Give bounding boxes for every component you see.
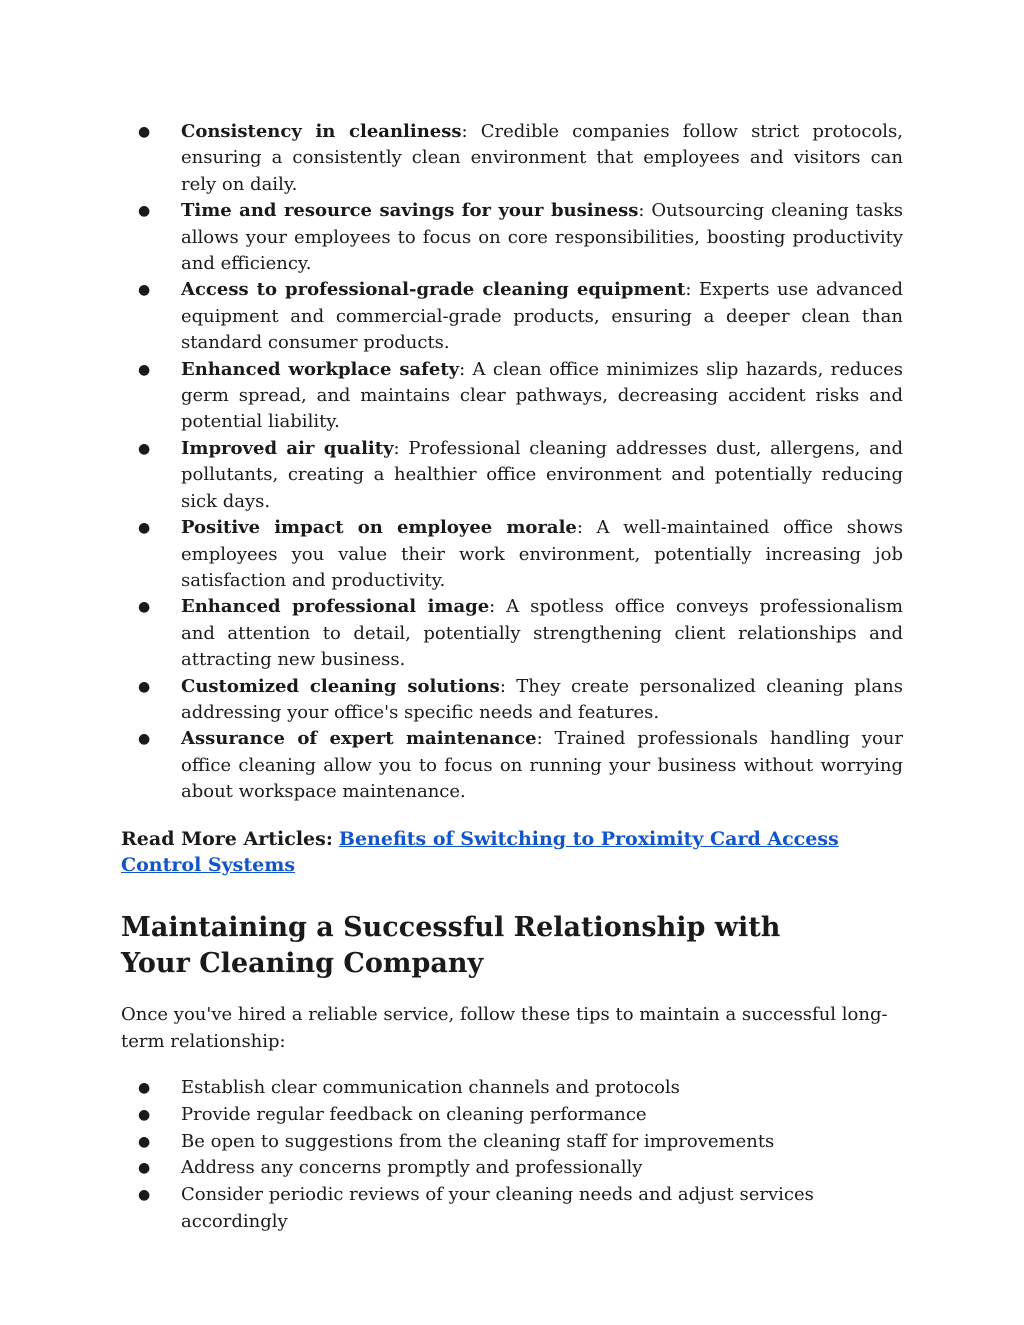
benefit-term: Enhanced workplace safety [181, 358, 460, 380]
list-item [121, 726, 903, 805]
tip-text: Address any concerns promptly and professionally [181, 1157, 643, 1179]
benefit-description: : Credible companies follow strict protocols, ensuring a consistently clean environment that employees and visitors can rely on daily. [181, 121, 903, 195]
bullet-icon: ● [138, 203, 151, 220]
benefit-term: Enhanced professional image [181, 596, 490, 618]
benefits-list [121, 119, 903, 806]
bullet-icon: ● [138, 440, 151, 457]
list-item [121, 198, 903, 277]
tip-text: Provide regular feedback on cleaning performance [181, 1103, 647, 1125]
benefit-description: : A clean office minimizes slip hazards, reduces germ spread, and maintains clear pathways, decreasing accident risks and potential liability. [181, 358, 903, 433]
list-item [121, 436, 903, 515]
tip-text: Consider periodic reviews of your cleaning needs and adjust services accordingly [181, 1184, 814, 1232]
section-intro: Once you've hired a reliable service, follow these tips to maintain a successful long-term relationship: [121, 1004, 888, 1052]
list-item [121, 357, 903, 436]
benefit-term: Positive impact on employee morale [181, 517, 577, 539]
benefit-description: : Professional cleaning addresses dust, allergens, and pollutants, creating a healthier office environment and potentially reducing sick days. [181, 437, 903, 512]
bullet-icon: ● [138, 1133, 151, 1150]
list-item [121, 1182, 903, 1235]
read-more-link[interactable]: Benefits of Switching to Proximity Card Access Control Systems [121, 827, 839, 876]
list-item [121, 1129, 903, 1156]
benefit-description: : Experts use advanced equipment and commercial-grade products, ensuring a deeper clean than standard consumer products. [181, 279, 903, 354]
tip-text: Establish clear communication channels and protocols [181, 1077, 680, 1099]
benefit-term: Assurance of expert maintenance [181, 728, 537, 750]
list-item [121, 1155, 903, 1182]
benefit-term: Time and resource savings for your business [181, 200, 639, 222]
document-page [121, 119, 903, 1235]
bullet-icon: ● [138, 124, 151, 140]
section-heading: Maintaining a Successful Relationship with Your Cleaning Company [121, 912, 781, 980]
list-item [121, 674, 903, 727]
bullet-icon: ● [138, 678, 151, 695]
benefit-description: : A well-maintained office shows employees you value their work environment, potentially increasing job satisfaction and productivity. [181, 517, 903, 591]
read-more [121, 826, 903, 879]
benefit-term: Access to professional-grade cleaning equipment [181, 279, 686, 301]
bullet-icon: ● [138, 1080, 151, 1097]
tip-text: Be open to suggestions from the cleaning staff for improvements [181, 1130, 775, 1152]
bullet-icon: ● [138, 1187, 151, 1203]
list-item [121, 1075, 903, 1102]
benefit-description: : A spotless office conveys professionalism and attention to detail, potentially strengthening client relationships and attracting new business. [181, 596, 903, 671]
bullet-icon: ● [138, 361, 151, 378]
benefit-term: Improved air quality [181, 437, 394, 459]
benefit-term: Customized cleaning solutions [181, 675, 500, 697]
bullet-icon: ● [138, 520, 151, 537]
bullet-icon: ● [138, 1160, 151, 1177]
list-item [121, 119, 903, 198]
benefit-description: : Trained professionals handling your office cleaning allow you to focus on running your business without worrying about workspace maintenance. [181, 728, 903, 803]
list-item [121, 594, 903, 673]
benefit-description: : They create personalized cleaning plans addressing your office's specific needs and features. [181, 675, 903, 723]
bullet-icon: ● [138, 282, 151, 299]
tips-list [121, 1075, 903, 1235]
bullet-icon: ● [138, 1106, 151, 1123]
benefit-term: Consistency in cleanliness [181, 121, 462, 142]
list-item [121, 515, 903, 594]
bullet-icon: ● [138, 599, 151, 616]
list-item [121, 277, 903, 356]
read-more-label: Read More Articles: [121, 827, 333, 850]
list-item [121, 1102, 903, 1129]
benefit-description: : Outsourcing cleaning tasks allows your employees to focus on core responsibilities, boosting productivity and efficiency. [181, 200, 904, 275]
bullet-icon: ● [138, 731, 151, 748]
